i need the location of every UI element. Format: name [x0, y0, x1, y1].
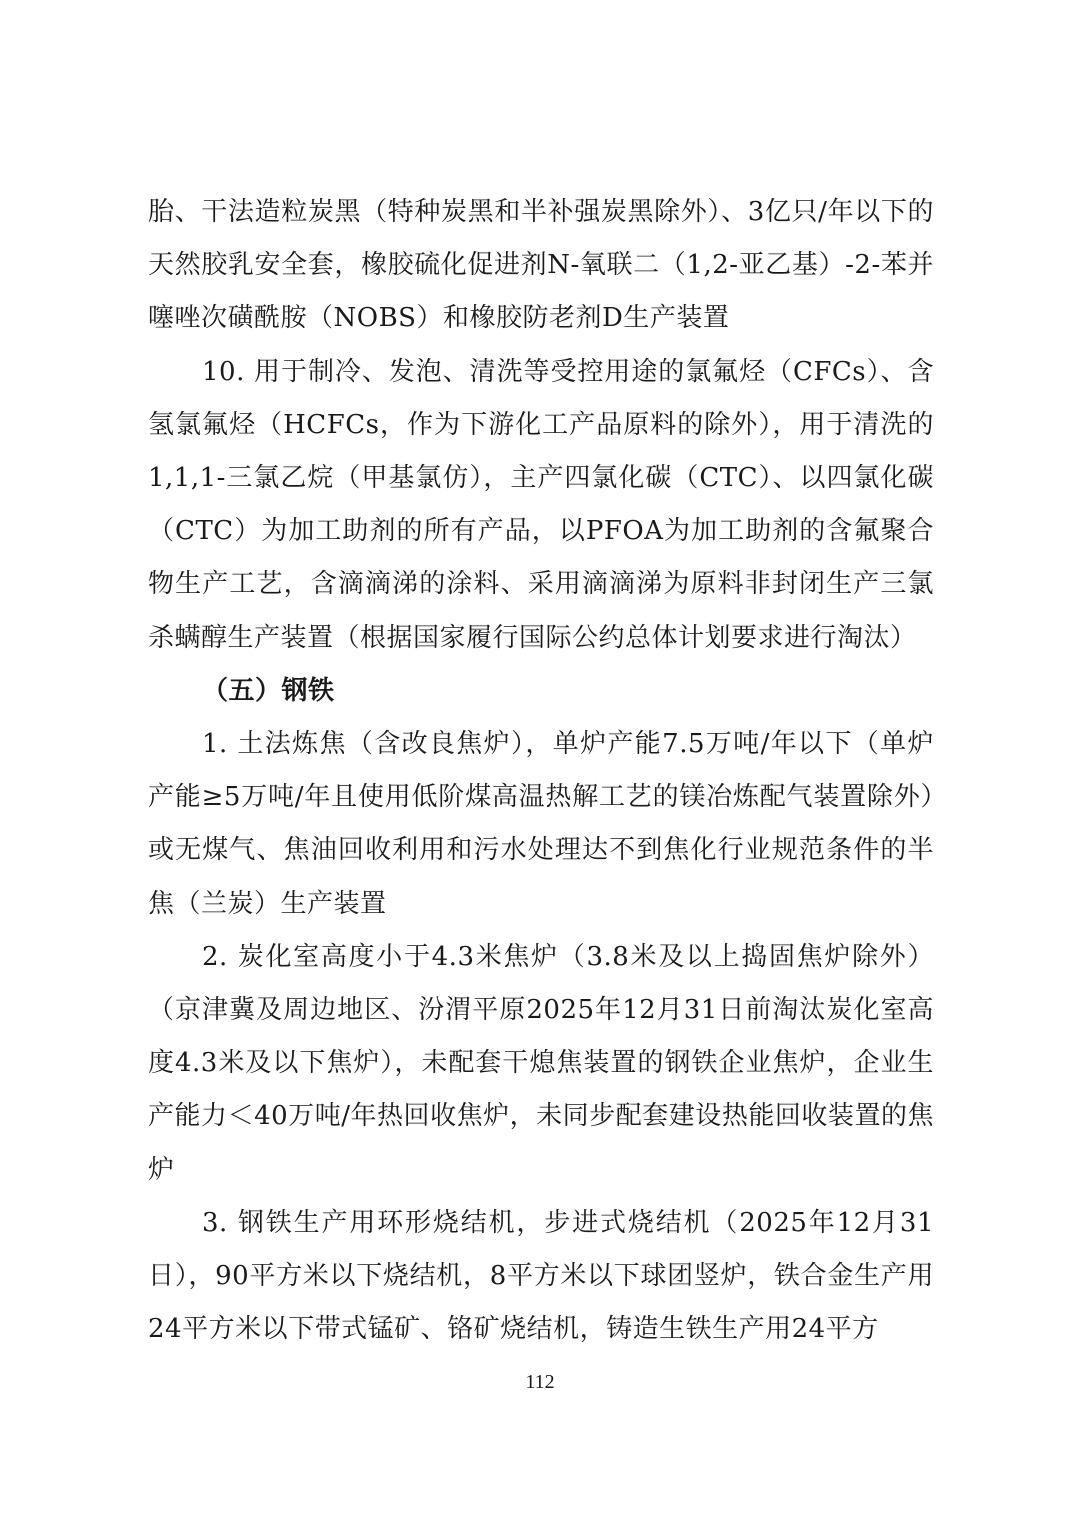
steel-item-3: 3. 钢铁生产用环形烧结机，步进式烧结机（2025年12月31日），90平方米以下烧结机，8平方米以下球团竖炉，铁合金生产用24平方米以下带式锰矿、铬矿烧结机，铸造生铁生产用24平方: [148, 1207, 934, 1345]
page-number: 112: [525, 1371, 555, 1393]
paragraph-item-10: 10. 用于制冷、发泡、清洗等受控用途的氯氟烃（CFCs）、含氢氯氟烃（HCFCs，作为下游化工产品原料的除外），用于清洗的1,1,1-三氯乙烷（甲基氯仿），主产四氯化碳（CTC）、以四氯化碳（CTC）为加工助剂的所有产品，以PFOA为加工助剂的含氟聚合物生产工艺，含滴滴涕的涂料、采用滴滴涕为原料非封闭生产三氯杀螨醇生产装置（根据国家履行国际公约总体计划要求进行淘汰）: [148, 356, 934, 653]
steel-item-1: 1. 土法炼焦（含改良焦炉），单炉产能7.5万吨/年以下（单炉产能≥5万吨/年且使用低阶煤高温热解工艺的镁冶炼配气装置除外）或无煤气、焦油回收利用和污水处理达不到焦化行业规范条件的半焦（兰炭）生产装置: [148, 729, 934, 919]
section-heading-steel: （五）钢铁: [202, 675, 335, 706]
document-body: [148, 186, 934, 1356]
paragraph-continued: 胎、干法造粒炭黑（特种炭黑和半补强炭黑除外）、3亿只/年以下的天然胶乳安全套，橡胶硫化促进剂N-氧联二（1,2-亚乙基）-2-苯并噻唑次磺酰胺（NOBS）和橡胶防老剂D生产装置: [148, 197, 934, 334]
steel-item-2: 2. 炭化室高度小于4.3米焦炉（3.8米及以上捣固焦炉除外）（京津冀及周边地区、汾渭平原2025年12月31日前淘汰炭化室高度4.3米及以下焦炉），未配套干熄焦装置的钢铁企业焦炉，企业生产能力＜40万吨/年热回收焦炉，未同步配套建设热能回收装置的焦炉: [148, 941, 934, 1185]
